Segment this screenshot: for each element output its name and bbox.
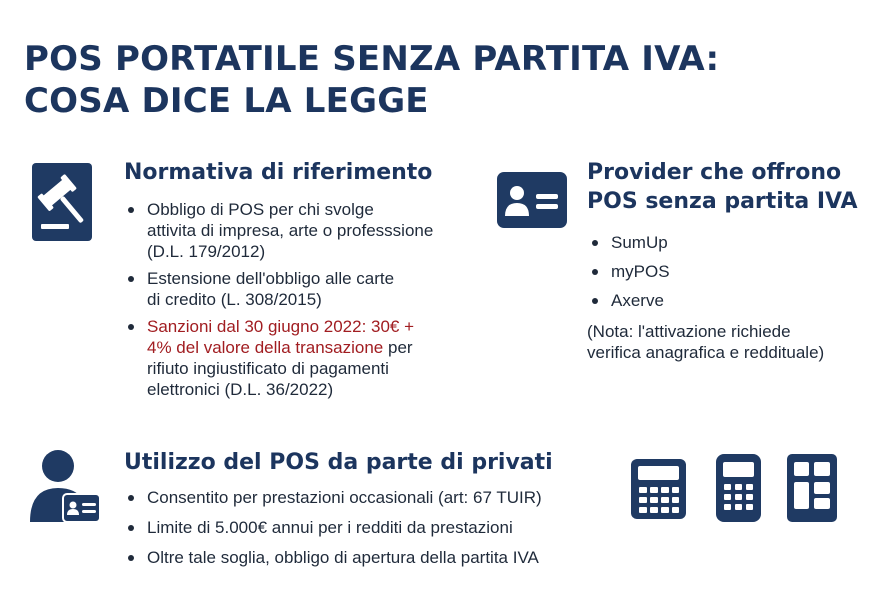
privati-list bbox=[124, 487, 624, 577]
provider-note-line-2: verifica anagrafica e reddituale) bbox=[587, 343, 825, 362]
provider-item-sumup: SumUp bbox=[588, 232, 868, 253]
sanzioni-highlight-line-1: Sanzioni dal 30 giugno 2022: 30€ + bbox=[147, 317, 415, 336]
privati-item-3: Oltre tale soglia, obbligo di apertura della partita IVA bbox=[124, 547, 624, 568]
normativa-item-2 bbox=[124, 268, 484, 310]
provider-note-line-1: (Nota: l'attivazione richiede bbox=[587, 322, 791, 341]
normativa-item-3-line-3: rifiuto ingiustificato di pagamenti bbox=[147, 359, 389, 378]
provider-heading-line-1: Provider che offrono bbox=[587, 160, 842, 185]
pos-terminal-icon bbox=[787, 454, 837, 522]
provider-item-mypos: myPOS bbox=[588, 261, 868, 282]
page-title-line-1: POS PORTATILE SENZA PARTITA IVA: bbox=[24, 39, 720, 79]
normativa-item-3-line-4: elettronici (D.L. 36/2022) bbox=[147, 380, 334, 399]
normativa-item-3-line-2-rest: per bbox=[383, 338, 413, 357]
provider-heading bbox=[587, 158, 858, 216]
mobile-pos-icon bbox=[716, 454, 761, 522]
normativa-item-1-line-3: (D.L. 179/2012) bbox=[147, 242, 266, 261]
privati-heading: Utilizzo del POS da parte di privati bbox=[124, 450, 553, 475]
page-title-line-2: COSA DICE LA LEGGE bbox=[24, 81, 429, 121]
calculator-icon bbox=[631, 459, 686, 519]
provider-item-axerve: Axerve bbox=[588, 290, 868, 311]
privati-item-1: Consentito per prestazioni occasionali (art: 67 TUIR) bbox=[124, 487, 624, 508]
normativa-item-1-line-2: attivita di impresa, arte o professsione bbox=[147, 221, 434, 240]
normativa-heading: Normativa di riferimento bbox=[124, 160, 433, 185]
page-title bbox=[24, 38, 719, 122]
sanzioni-highlight-line-2: 4% del valore della transazione bbox=[147, 338, 384, 357]
normativa-item-3 bbox=[124, 316, 484, 400]
normativa-list bbox=[124, 199, 484, 406]
normativa-item-1 bbox=[124, 199, 484, 262]
gavel-document-icon bbox=[32, 163, 92, 241]
privati-item-2: Limite di 5.000€ annui per i redditi da prestazioni bbox=[124, 517, 624, 538]
normativa-item-2-line-2: di credito (L. 308/2015) bbox=[147, 290, 322, 309]
provider-heading-line-2: POS senza partita IVA bbox=[587, 189, 858, 214]
user-id-icon bbox=[28, 448, 100, 524]
normativa-item-2-line-1: Estensione dell'obbligo alle carte bbox=[147, 269, 395, 288]
provider-list bbox=[588, 232, 868, 319]
provider-note bbox=[587, 321, 824, 363]
normativa-item-1-line-1: Obbligo di POS per chi svolge bbox=[147, 200, 374, 219]
id-card-icon bbox=[497, 172, 567, 228]
